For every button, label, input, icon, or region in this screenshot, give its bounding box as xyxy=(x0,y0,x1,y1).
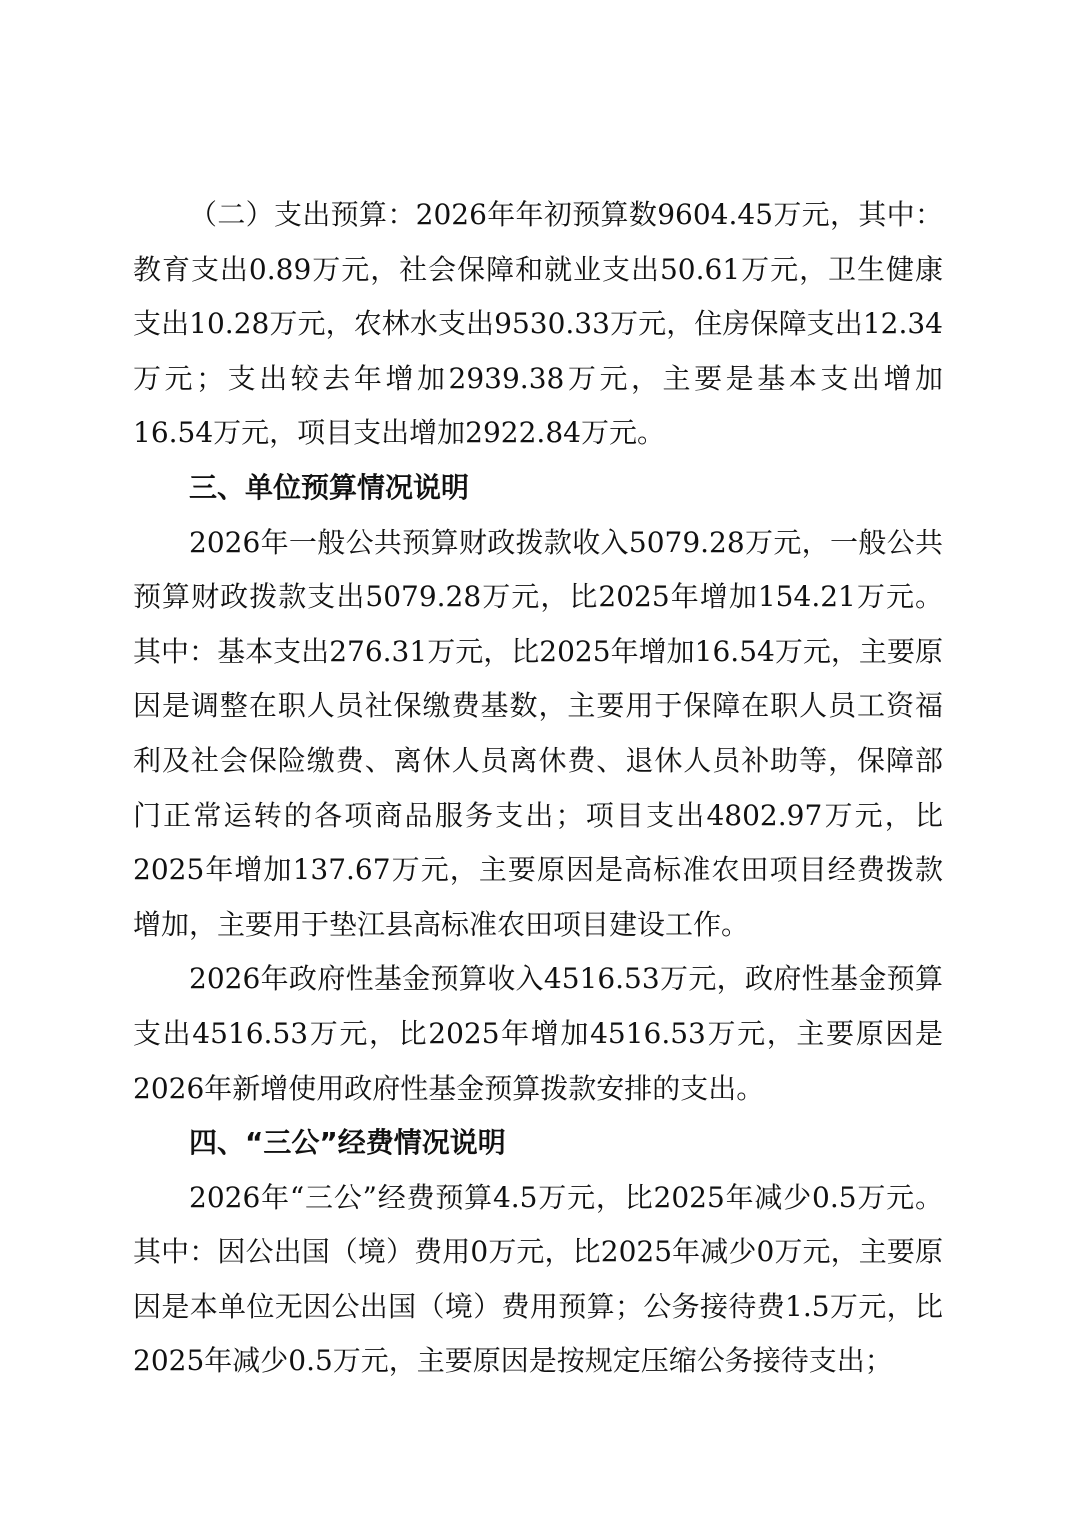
paragraph-expenditure-budget: （二）支出预算：2026年年初预算数9604.45万元，其中：教育支出0.89万元，社会保障和就业支出50.61万元，卫生健康支出10.28万元，农林水支出9530.33万元，住房保障支出12.34万元；支出较去年增加2939.38万元，主要是基本支出增加16.54万元，项目支出增加2922.84万元。 xyxy=(133,198,943,450)
paragraph-general-public-budget: 2026年一般公共预算财政拨款收入5079.28万元，一般公共预算财政拨款支出5079.28万元，比2025年增加154.21万元。其中：基本支出276.31万元，比2025年增加16.54万元，主要原因是调整在职人员社保缴费基数，主要用于保障在职人员工资福利及社会保险缴费、离休人员离休费、退休人员补助等，保障部门正常运转的各项商品服务支出；项目支出4802.97万元，比2025年增加137.67万元，主要原因是高标准农田项目经费拨款增加，主要用于垫江县高标准农田项目建设工作。 xyxy=(133,525,943,941)
document-page xyxy=(133,188,943,1389)
section-heading-unit-budget: 三、单位预算情况说明 xyxy=(189,470,470,504)
section-heading-three-public-expenses: 四、“三公”经费情况说明 xyxy=(189,1126,506,1160)
paragraph-three-public-expenses: 2026年“三公”经费预算4.5万元，比2025年减少0.5万元。其中：因公出国（境）费用0万元，比2025年减少0万元，主要原因是本单位无因公出国（境）费用预算；公务接待费1.5万元，比2025年减少0.5万元，主要原因是按规定压缩公务接待支出； xyxy=(133,1180,943,1378)
paragraph-government-fund-budget: 2026年政府性基金预算收入4516.53万元，政府性基金预算支出4516.53万元，比2025年增加4516.53万元，主要原因是2026年新增使用政府性基金预算拨款安排的支出。 xyxy=(133,962,943,1105)
